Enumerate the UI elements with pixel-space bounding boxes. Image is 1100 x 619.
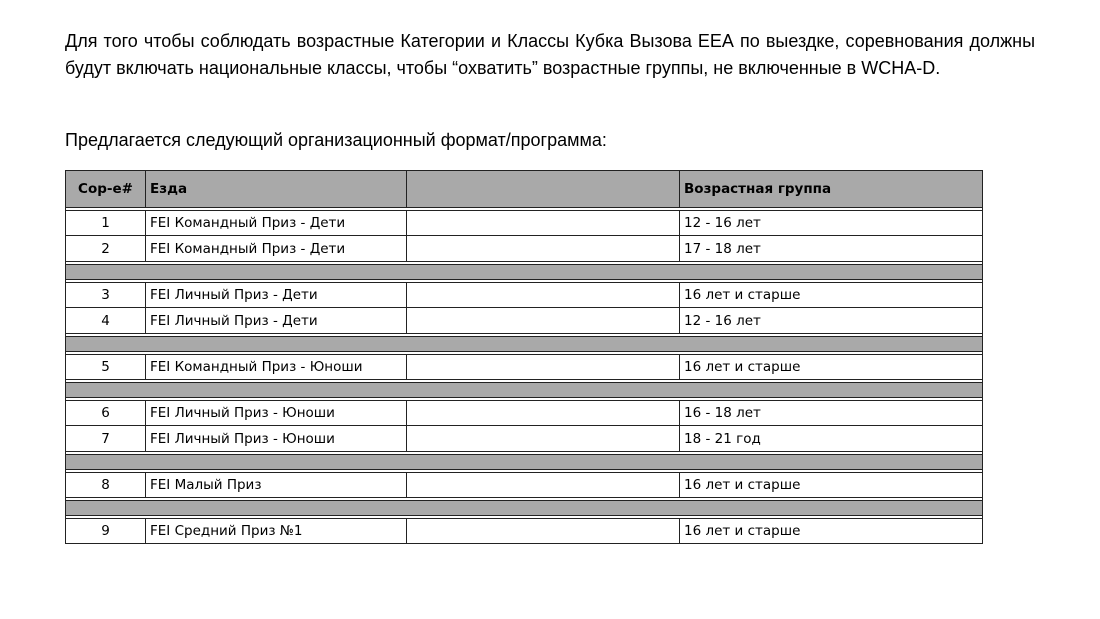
- cell-ride: FEI Личный Приз - Юноши: [146, 401, 407, 425]
- cell-ride: FEI Средний Приз №1: [146, 519, 407, 543]
- spacer-row: [66, 264, 982, 280]
- cell-empty: [407, 283, 680, 307]
- table-row: [66, 400, 982, 426]
- competition-schedule-table: [65, 170, 983, 544]
- cell-age-group: 16 лет и старше: [684, 477, 801, 493]
- cell-age-group: 17 - 18 лет: [684, 240, 761, 257]
- table-row: [66, 308, 982, 334]
- cell-competition-number: 8: [66, 473, 146, 497]
- cell-age-group: 16 лет и старше: [684, 523, 801, 539]
- table-row: [66, 210, 982, 236]
- table-header-row: [66, 170, 982, 208]
- cell-competition-number: 3: [66, 283, 146, 307]
- cell-ride: FEI Личный Приз - Дети: [146, 308, 407, 333]
- spacer-row: [66, 500, 982, 516]
- cell-ride: FEI Командный Приз - Дети: [146, 236, 407, 261]
- cell-competition-number: 2: [66, 236, 146, 261]
- row-group: [66, 518, 982, 544]
- cell-age-group: 16 лет и старше: [684, 287, 801, 303]
- cell-ride: FEI Малый Приз: [146, 473, 407, 497]
- cell-ride: FEI Командный Приз - Дети: [146, 211, 407, 235]
- table-row: [66, 426, 982, 452]
- row-group: [66, 282, 982, 334]
- cell-competition-number: 5: [66, 355, 146, 379]
- cell-ride: FEI Командный Приз - Юноши: [146, 355, 407, 379]
- table-row: [66, 282, 982, 308]
- cell-competition-number: 7: [66, 426, 146, 451]
- spacer-row: [66, 382, 982, 398]
- cell-competition-number: 9: [66, 519, 146, 543]
- table-row: [66, 518, 982, 544]
- table-row: [66, 236, 982, 262]
- cell-competition-number: 1: [66, 211, 146, 235]
- table-row: [66, 354, 982, 380]
- cell-competition-number: 6: [66, 401, 146, 425]
- cell-empty: [407, 473, 680, 497]
- header-competition-number: Сор-е#: [66, 171, 146, 207]
- spacer-row: [66, 336, 982, 352]
- header-ride: Езда: [146, 171, 407, 207]
- cell-age-group: 12 - 16 лет: [684, 215, 761, 231]
- cell-competition-number: 4: [66, 308, 146, 333]
- row-group: [66, 354, 982, 380]
- cell-empty: [407, 355, 680, 379]
- cell-empty: [407, 211, 680, 235]
- cell-empty: [407, 401, 680, 425]
- row-group: [66, 472, 982, 498]
- header-empty: [407, 171, 680, 207]
- intro-paragraph: Для того чтобы соблюдать возрастные Категории и Классы Кубка Вызова ЕЕА по выездке, соревнования должны будут включать национальные классы, чтобы “охватить” возрастные группы, не включенные в WCHA-D.: [65, 31, 1035, 78]
- header-age-group: Возрастная группа: [684, 181, 832, 197]
- cell-empty: [407, 519, 680, 543]
- cell-age-group: 18 - 21 год: [684, 430, 761, 447]
- cell-age-group: 16 - 18 лет: [684, 405, 761, 421]
- spacer-row: [66, 454, 982, 470]
- cell-age-group: 12 - 16 лет: [684, 312, 761, 329]
- cell-empty: [407, 236, 680, 261]
- cell-empty: [407, 308, 680, 333]
- cell-ride: FEI Личный Приз - Юноши: [146, 426, 407, 451]
- row-group: [66, 210, 982, 262]
- cell-age-group: 16 лет и старше: [684, 359, 801, 375]
- cell-ride: FEI Личный Приз - Дети: [146, 283, 407, 307]
- row-group: [66, 400, 982, 452]
- cell-empty: [407, 426, 680, 451]
- proposal-line: Предлагается следующий организационный формат/программа:: [65, 130, 607, 150]
- table-row: [66, 472, 982, 498]
